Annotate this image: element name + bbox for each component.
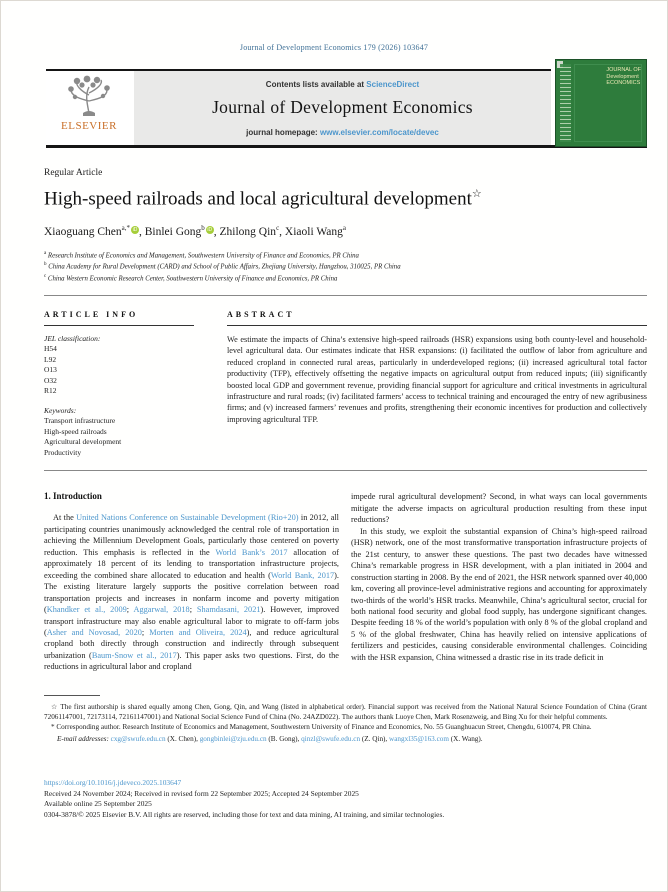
paper-title-text: High-speed railroads and local agricultural development [44, 188, 472, 210]
jel-code-list [44, 344, 202, 397]
intro-paragraph-2: In this study, we exploit the substantial expansion of China’s high-speed railroad (HSR) network, one of the most transformative transportation infrastructure projects of the 21st century, to answer these questions. The past two decades have witnessed China’s remarkable progress in HSR development, with a plan initiated in 2004 and construction starting in 2008. By the end of 2021, the HSR network spanned over 40,000 km, covering all province-level administrative regions and accounting for approximately two-thirds of the world’s HSR tracks. Meanwhile, China’s agricultural sector, crucial for both national food security and global food supply, has undergone significant changes. Despite feeding 18 % of the world’s population with only 8 % of the global cropland and 5 % of the global freshwater, China has heavily relied on intensive applications of fertilizers and pesticides, causing considerable environmental challenges. Coinciding with the HSR expansion, China witnessed a drastic rise in its trade deficit in [351, 526, 647, 662]
text-segment: ; [141, 627, 150, 637]
text-segment: allocation of approximately 18 percent of its lending to transportation infrastructure projects, exceeding the combined share allocated to education and health ( [44, 547, 339, 580]
keywords-label: Keywords: [44, 405, 77, 415]
title-divider-rule [44, 295, 647, 296]
text-segment: ). This paper asks two questions. First, do the reductions in agricultural labor and cropland [44, 650, 339, 672]
cover-title-text: JOURNAL OF Development ECONOMICS [606, 67, 641, 86]
elsevier-wordmark: ELSEVIER [61, 120, 117, 132]
body-columns [44, 491, 647, 672]
citation-link[interactable]: World Bank, 2017 [270, 570, 335, 580]
paper-title [44, 187, 647, 210]
author-affiliation-sup: c [276, 224, 280, 233]
homepage-line [140, 128, 545, 137]
affiliation [44, 249, 647, 260]
orcid-icon[interactable]: iD [207, 227, 213, 234]
affiliation-sup: b [44, 262, 47, 268]
abstract-text: We estimate the impacts of China’s extensive high-speed railroads (HSR) expansions using both county-level and household-level agricultural data. Our estimates indicate that HSR expansions: (i) facilitated the outflow of labor from agriculture and reduced cropland in connected rural areas, particularly in underdeveloped regions; (ii) increased agricultural total factor productivity (TFP), effectively offsetting the negative impacts on agricultural output from reduced inputs; (iii) significantly boosted local GDP and government revenue, providing financial support for agriculture and critical investments in agricultural infrastructure and rural roads; (iv) facilitated farmers’ access to technical training and encouraged the entry of new agribusiness firms; and (v) increased farmers’ revenues and profits, strengthening their economic incentives for production and collectively improving agricultural TFP. [227, 334, 647, 424]
journal-title: Journal of Development Economics [212, 97, 473, 117]
intro-paragraph-1 [44, 512, 339, 672]
elsevier-tree-icon [46, 75, 132, 119]
affiliation-list [44, 249, 647, 283]
email-link[interactable]: wangxl35@163.com [389, 734, 449, 743]
masthead [46, 69, 647, 145]
author-separator: , [213, 226, 220, 239]
text-segment: ; [126, 605, 134, 615]
footnote-block [44, 695, 647, 744]
email-link[interactable]: cxg@swufe.edu.cn [110, 734, 166, 743]
keyword-list [44, 416, 202, 458]
abstract-column [227, 310, 647, 459]
footnote-divider [44, 695, 100, 696]
author [145, 226, 220, 238]
doi-link[interactable]: https://doi.org/10.1016/j.jdeveco.2025.103647 [44, 777, 182, 787]
article-info-heading: ARTICLE INFO [44, 309, 139, 319]
text-segment: E-mail addresses: [57, 734, 111, 743]
jel-code: O32 [44, 375, 57, 385]
text-segment: At the [53, 513, 77, 523]
text-segment: ), and reduce agricultural cropland both directly through construction and indirectly through subsequent urbanization ( [44, 627, 339, 660]
footnote-authorship: ☆ The first authorship is shared equally among Chen, Gong, Qin, and Wang (listed in alphabetical order). Financial support was received from the National Natural Science Foundation of China (Grant 72061147001, 72173114, 72161147001) and National Social Science Fund of China (No. 24AZD022). The authors thank Luoye Chen, Mark Rosenzweig, and Bing Xu for their helpful comments. [44, 702, 647, 722]
keyword: Agricultural development [44, 437, 122, 447]
abstract-rule [227, 325, 647, 326]
journal-cover-thumbnail [555, 59, 647, 147]
sciencedirect-link[interactable]: ScienceDirect [366, 80, 420, 89]
jel-code: L92 [44, 354, 57, 364]
citation-link[interactable]: Aggarwal, 2018 [133, 605, 190, 615]
available-online-date: Available online 25 September 2025 [44, 799, 152, 809]
info-abstract-section [44, 310, 647, 459]
citation-link[interactable]: World Bank’s 2017 [215, 547, 288, 557]
article-type-label: Regular Article [44, 168, 103, 178]
affiliation-text: Research Institute of Economics and Management, Southwestern University of Finance and Economics, PR China [46, 252, 359, 260]
text-segment: (B. Gong), [266, 734, 302, 743]
author-affiliation-sup: a,* [121, 224, 130, 233]
text-segment: ). However, improved transport infrastructure may also enable agricultural labor to migrate to off-farm jobs ( [44, 605, 340, 637]
body-left-column [44, 491, 339, 672]
running-head-citation: Journal of Development Economics 179 (2026) 103647 [239, 43, 429, 52]
cover-spine-strip [560, 64, 571, 142]
affiliation-text: China Western Economic Research Center, Southwestern University of Finance and Economics, PR China [46, 274, 338, 282]
author-separator: , [138, 226, 145, 239]
title-footnote-marker[interactable]: ☆ [471, 188, 482, 200]
footnote-corresponding-author: * Corresponding author. Research Institute of Economics and Management, Southwestern University of Finance and Economics, No. 55 Guanghuacun Street, Chengdu, 610074, PR China. [51, 723, 592, 732]
affiliation [44, 272, 647, 283]
citation-link[interactable]: United Nations Conference on Sustainable Development (Rio+20) [76, 513, 299, 523]
homepage-link[interactable]: www.elsevier.com/locate/devec [319, 128, 439, 137]
author-affiliation-sup: a [342, 224, 346, 233]
author-name[interactable]: Xiaoli Wang [284, 226, 343, 239]
keyword: Transport infrastructure [44, 416, 116, 426]
abstract-divider-rule [44, 470, 647, 471]
email-link[interactable]: gongbinlei@zju.edu.cn [199, 734, 267, 743]
keyword: Productivity [44, 447, 82, 457]
text-segment: in 2012, all participating countries unanimously acknowledged the central role of transportation in achieving the Millennium Development Goals, particularly those centered on poverty reduction. This emphasis is reflected in the [44, 513, 339, 557]
footer-block [44, 778, 647, 820]
citation-link[interactable]: Morten and Oliveira, 2024 [149, 627, 247, 637]
author-separator: , [279, 226, 285, 239]
jel-code: O13 [44, 365, 57, 375]
email-link[interactable]: qinzl@swufe.edu.cn [301, 734, 361, 743]
text-segment: ; [189, 605, 197, 615]
text-segment: ). The existing literature largely supports the positive correlation between road transportation projects and increases in nonfarm income and poverty mitigation ( [44, 570, 339, 615]
author [44, 226, 145, 238]
article-info-rule [44, 325, 194, 326]
section-heading-introduction: 1. Introduction [44, 491, 102, 502]
author-name[interactable]: Xiaoguang Chen [44, 226, 122, 239]
copyright-line: 0304-3878/© 2025 Elsevier B.V. All rights are reserved, including those for text and data mining, AI training, and similar technologies. [44, 809, 445, 819]
orcid-icon[interactable]: iD [132, 227, 138, 234]
article-info-column [44, 310, 202, 459]
affiliation-text: China Academy for Rural Development (CARD) and School of Public Affairs, Zhejiang University, Hangzhou, 310025, PR China [46, 263, 401, 271]
keyword: High-speed railroads [44, 426, 107, 436]
text-segment: (X. Wang). [448, 734, 483, 743]
body-right-column [351, 491, 647, 672]
author [220, 226, 285, 238]
title-block [44, 168, 647, 283]
author-list [44, 224, 647, 238]
contents-prefix: Contents lists available at [265, 80, 367, 89]
citation-link[interactable]: Khandker et al., 2009 [46, 605, 127, 615]
journal-banner [134, 71, 551, 145]
citation-link[interactable]: Shamdasani, 2021 [196, 605, 261, 615]
author-affiliation-sup: b [201, 224, 205, 233]
intro-paragraph-1-continued: impede rural agricultural development? Second, in what ways can local governments mitigate the adverse impacts on agricultural production resulting from these input reductions? [351, 492, 647, 525]
affiliation [44, 260, 647, 271]
footnote-emails [44, 734, 647, 744]
citation-link[interactable]: Baum-Snow et al., 2017 [91, 650, 177, 660]
elsevier-logo [46, 71, 134, 145]
affiliation-sup: a [44, 251, 47, 257]
text-segment: (Z. Qin), [360, 734, 390, 743]
jel-code: R12 [44, 386, 57, 396]
contents-line [140, 80, 545, 89]
author [285, 226, 346, 238]
jel-code: H54 [44, 344, 57, 354]
abstract-heading: ABSTRACT [227, 309, 295, 319]
author-name[interactable]: Binlei Gong [144, 226, 202, 239]
citation-link[interactable]: Asher and Novosad, 2020 [46, 627, 142, 637]
author-name[interactable]: Zhilong Qin [219, 226, 277, 239]
text-segment: (X. Chen), [165, 734, 200, 743]
homepage-prefix: journal homepage: [246, 128, 320, 137]
affiliation-sup: c [44, 273, 47, 279]
jel-section [44, 334, 202, 459]
jel-label: JEL classification: [44, 333, 101, 343]
received-dates: Received 24 November 2024; Received in revised form 22 September 2025; Accepted 24 September 2025 [44, 788, 359, 798]
masthead-left [46, 69, 551, 145]
